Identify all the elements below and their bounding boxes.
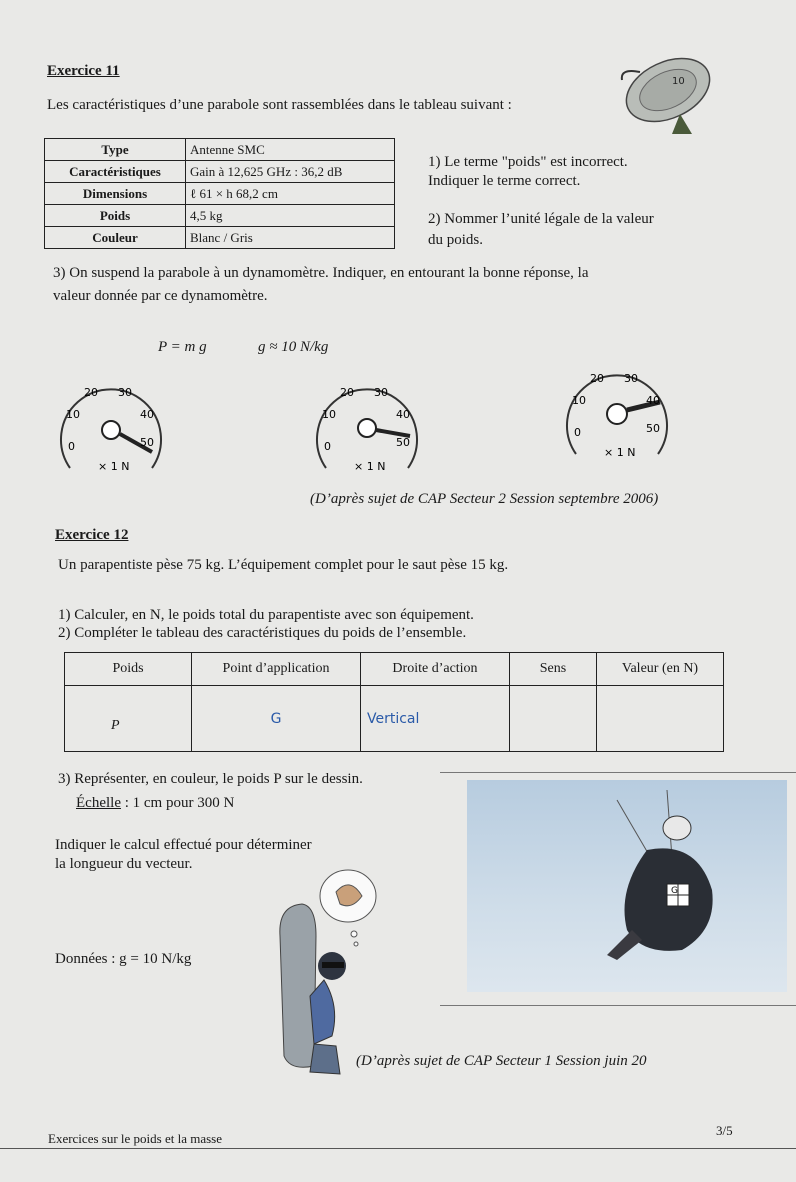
col-header: Poids xyxy=(65,653,192,686)
ex11-q2b: du poids. xyxy=(428,232,484,248)
spec-label: Poids xyxy=(45,205,186,227)
col-header: Droite d’action xyxy=(361,653,510,686)
dish-badge: 10 xyxy=(672,76,685,87)
antenna-spec-table xyxy=(44,138,395,249)
scale-label: Échelle xyxy=(76,795,121,811)
cartoon-paraglider-icon xyxy=(270,866,400,1082)
spec-label: Dimensions xyxy=(45,183,186,205)
gauge-tick: 30 xyxy=(118,386,132,399)
gauge-tick: 20 xyxy=(84,386,98,399)
gauge-tick: 0 xyxy=(68,440,75,453)
gauge-tick: 10 xyxy=(572,394,586,407)
ex12-q1: 1) Calculer, en N, le poids total du parapentiste avec son équipement. xyxy=(58,607,474,623)
gauge-tick: 30 xyxy=(624,372,638,385)
cell-action-line[interactable]: Vertical xyxy=(361,686,510,752)
spec-label: Type xyxy=(45,139,186,161)
ex12-scale xyxy=(76,794,234,812)
gauge-tick: 10 xyxy=(322,408,336,421)
ex12-q2: 2) Compléter le tableau des caractéristiques du poids de l’ensemble. xyxy=(58,625,467,641)
ex12-q3: 3) Représenter, en couleur, le poids P sur le dessin. xyxy=(58,771,363,787)
ex12-calc-a: Indiquer le calcul effectué pour déterminer xyxy=(55,837,312,853)
spec-value: Gain à 12,625 GHz : 36,2 dB xyxy=(186,161,395,183)
ex11-q2a: 2) Nommer l’unité légale de la valeur xyxy=(428,211,654,227)
footer-rule xyxy=(0,1148,796,1149)
ex12-source: (D’après sujet de CAP Secteur 1 Session juin 20 xyxy=(356,1053,647,1069)
paraglider-icon xyxy=(467,780,787,992)
table-row xyxy=(45,161,395,183)
gauge-tick: 50 xyxy=(646,422,660,435)
dynamometer-dial-2[interactable] xyxy=(312,372,422,477)
spec-value: Blanc / Gris xyxy=(186,227,395,249)
weight-characteristics-table xyxy=(64,652,724,752)
formula-g: g ≈ 10 N/kg xyxy=(258,339,329,355)
cell-weight: P xyxy=(65,686,192,752)
dynamometer-dial-3[interactable] xyxy=(562,358,672,463)
spec-label: Couleur xyxy=(45,227,186,249)
ex11-intro: Les caractéristiques d’une parabole sont rassemblées dans le tableau suivant : xyxy=(47,97,512,113)
col-header: Valeur (en N) xyxy=(597,653,724,686)
ex11-q1a: 1) Le terme "poids" est incorrect. xyxy=(428,154,628,170)
table-header-row xyxy=(65,653,724,686)
gauge-unit: × 1 N xyxy=(354,460,386,473)
gauge-tick: 0 xyxy=(324,440,331,453)
gauge-tick: 50 xyxy=(396,436,410,449)
table-row xyxy=(45,183,395,205)
gauge-tick: 50 xyxy=(140,436,154,449)
scale-value: : 1 cm pour 300 N xyxy=(120,795,235,811)
ex11-q1b: Indiquer le terme correct. xyxy=(428,173,581,189)
ex12-data: Données : g = 10 N/kg xyxy=(55,951,192,967)
gauge-tick: 10 xyxy=(66,408,80,421)
col-header: Point d’application xyxy=(192,653,361,686)
spec-label: Caractéristiques xyxy=(45,161,186,183)
gauge-tick: 40 xyxy=(140,408,154,421)
gauge-tick: 20 xyxy=(340,386,354,399)
ex12-calc-b: la longueur du vecteur. xyxy=(55,856,193,872)
paraglider-photo xyxy=(467,780,787,992)
cell-value[interactable] xyxy=(597,686,724,752)
spec-value: ℓ 61 × h 68,2 cm xyxy=(186,183,395,205)
formula-weight: P = m g xyxy=(158,339,207,355)
gauge-unit: × 1 N xyxy=(604,446,636,459)
ex12-intro: Un parapentiste pèse 75 kg. L’équipement complet pour le saut pèse 15 kg. xyxy=(58,557,509,573)
ex11-title: Exercice 11 xyxy=(47,63,120,79)
gauge-unit: × 1 N xyxy=(98,460,130,473)
gauge-tick: 20 xyxy=(590,372,604,385)
spec-value: 4,5 kg xyxy=(186,205,395,227)
spec-value: Antenne SMC xyxy=(186,139,395,161)
ex12-title: Exercice 12 xyxy=(55,527,129,543)
cell-direction[interactable] xyxy=(510,686,597,752)
ex11-source: (D’après sujet de CAP Secteur 2 Session septembre 2006) xyxy=(310,491,659,507)
photo-g-marker: G xyxy=(671,886,678,896)
gauge-tick: 30 xyxy=(374,386,388,399)
cell-application-point[interactable]: G xyxy=(192,686,361,752)
table-row xyxy=(45,205,395,227)
col-header: Sens xyxy=(510,653,597,686)
gauge-tick: 40 xyxy=(396,408,410,421)
satellite-dish-icon xyxy=(610,42,720,137)
table-row xyxy=(65,686,724,752)
ex11-q3a: 3) On suspend la parabole à un dynamomètre. Indiquer, en entourant la bonne réponse, la xyxy=(53,265,589,281)
gauge-tick: 40 xyxy=(646,394,660,407)
table-row xyxy=(45,227,395,249)
ex11-q3b: valeur donnée par ce dynamomètre. xyxy=(53,288,268,304)
gauge-tick: 0 xyxy=(574,426,581,439)
page-number: 3/5 xyxy=(716,1123,733,1138)
table-row xyxy=(45,139,395,161)
footer-left: Exercices sur le poids et la masse xyxy=(48,1131,222,1146)
dynamometer-dial-1[interactable] xyxy=(56,372,166,477)
